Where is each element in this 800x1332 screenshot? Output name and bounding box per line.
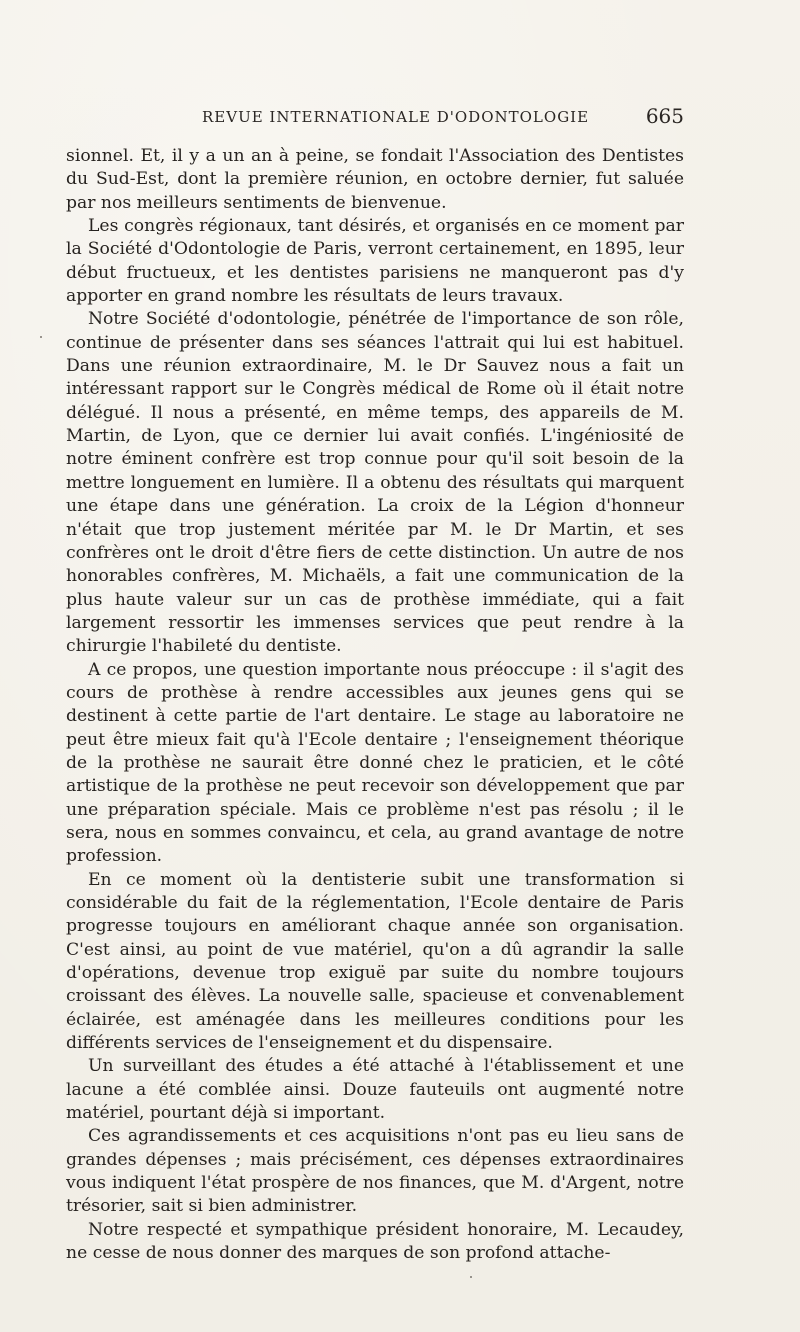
paper-speck: [40, 336, 42, 338]
body-text: [66, 145, 684, 1266]
paragraph: A ce propos, une question importante nous préoccupe : il s'agit des cours de prothèse à rendre accessibles aux jeunes gens qui se destinent à cette partie de l'art dentaire. Le stage au laboratoire ne peut être mieux fait qu'à l'Ecole dentaire ; l'enseignement théorique de la prothèse ne saurait être donné chez le praticien, et le côté artistique de la prothèse ne peut recevoir son développement que par une préparation spéciale. Mais ce problème n'est pas résolu ; il le sera, nous en sommes convaincu, et cela, au grand avantage de notre profession.: [66, 659, 684, 867]
paragraph: Notre Société d'odontologie, pénétrée de l'importance de son rôle, continue de présenter dans ses séances l'attrait qui lui est habituel. Dans une réunion extraordinaire, M. le Dr Sauvez nous a fait un intéressant rapport sur le Congrès médical de Rome où il était notre délégué. Il nous a présenté, en même temps, des appareils de M. Martin, de Lyon, que ce dernier lui avait confiés. L'ingéniosité de notre éminent confrère est trop connue pour qu'il soit besoin de la mettre longuement en lumière. Il a obtenu des résultats qui marquent une étape dans une génération. La croix de la Légion d'honneur n'était que trop justement méritée par M. le Dr Martin, et ses confrères ont le droit d'être fiers de cette distinction. Un autre de nos honorables confrères, M. Michaëls, a fait une communication de la plus haute valeur sur un cas de prothèse immédiate, qui a fait largement ressortir les immenses services que peut rendre à la chirurgie l'habileté du dentiste.: [66, 309, 684, 657]
page-number: 665: [645, 104, 684, 128]
paragraph: sionnel. Et, il y a un an à peine, se fondait l'Association des Dentistes du Sud-Est, dont la première réunion, en octobre dernier, fut saluée par nos meilleurs sentiments de bienvenue.: [66, 146, 684, 213]
paragraph: Un surveillant des études a été attaché à l'établissement et une lacune a été comblée ainsi. Douze fauteuils ont augmenté notre matériel, pourtant déjà si important.: [66, 1056, 684, 1124]
paragraph: Ces agrandissements et ces acquisitions n'ont pas eu lieu sans de grandes dépenses ; mais précisément, ces dépenses extraordinaires vous indiquent l'état prospère de nos finances, que M. d'Argent, notre trésorier, sait si bien administrer.: [66, 1126, 684, 1217]
paragraph: Les congrès régionaux, tant désirés, et organisés en ce moment par la Société d'Odontologie de Paris, verront certainement, en 1895, leur début fructueux, et les dentistes parisiens ne manqueront pas d'y apporter en grand nombre les résultats de leurs travaux.: [66, 216, 684, 307]
running-title: REVUE INTERNATIONALE D'ODONTOLOGIE: [202, 108, 590, 126]
paragraph: En ce moment où la dentisterie subit une transformation si considérable du fait de la réglementation, l'Ecole dentaire de Paris progresse toujours en améliorant chaque année son organisation. C'est ainsi, au point de vue matériel, qu'on a dû agrandir la salle d'opérations, devenue trop exiguë par suite du nombre toujours croissant des élèves. La nouvelle salle, spacieuse et convenablement éclairée, est aménagée dans les meilleures conditions pour les différents services de l'enseignement et du dispensaire.: [66, 869, 684, 1054]
paragraph: Notre respecté et sympathique président honoraire, M. Lecaudey, ne cesse de nous donner des marques de son profond attache-: [66, 1219, 684, 1264]
paper-speck: [470, 1276, 472, 1278]
running-header: [66, 104, 684, 134]
